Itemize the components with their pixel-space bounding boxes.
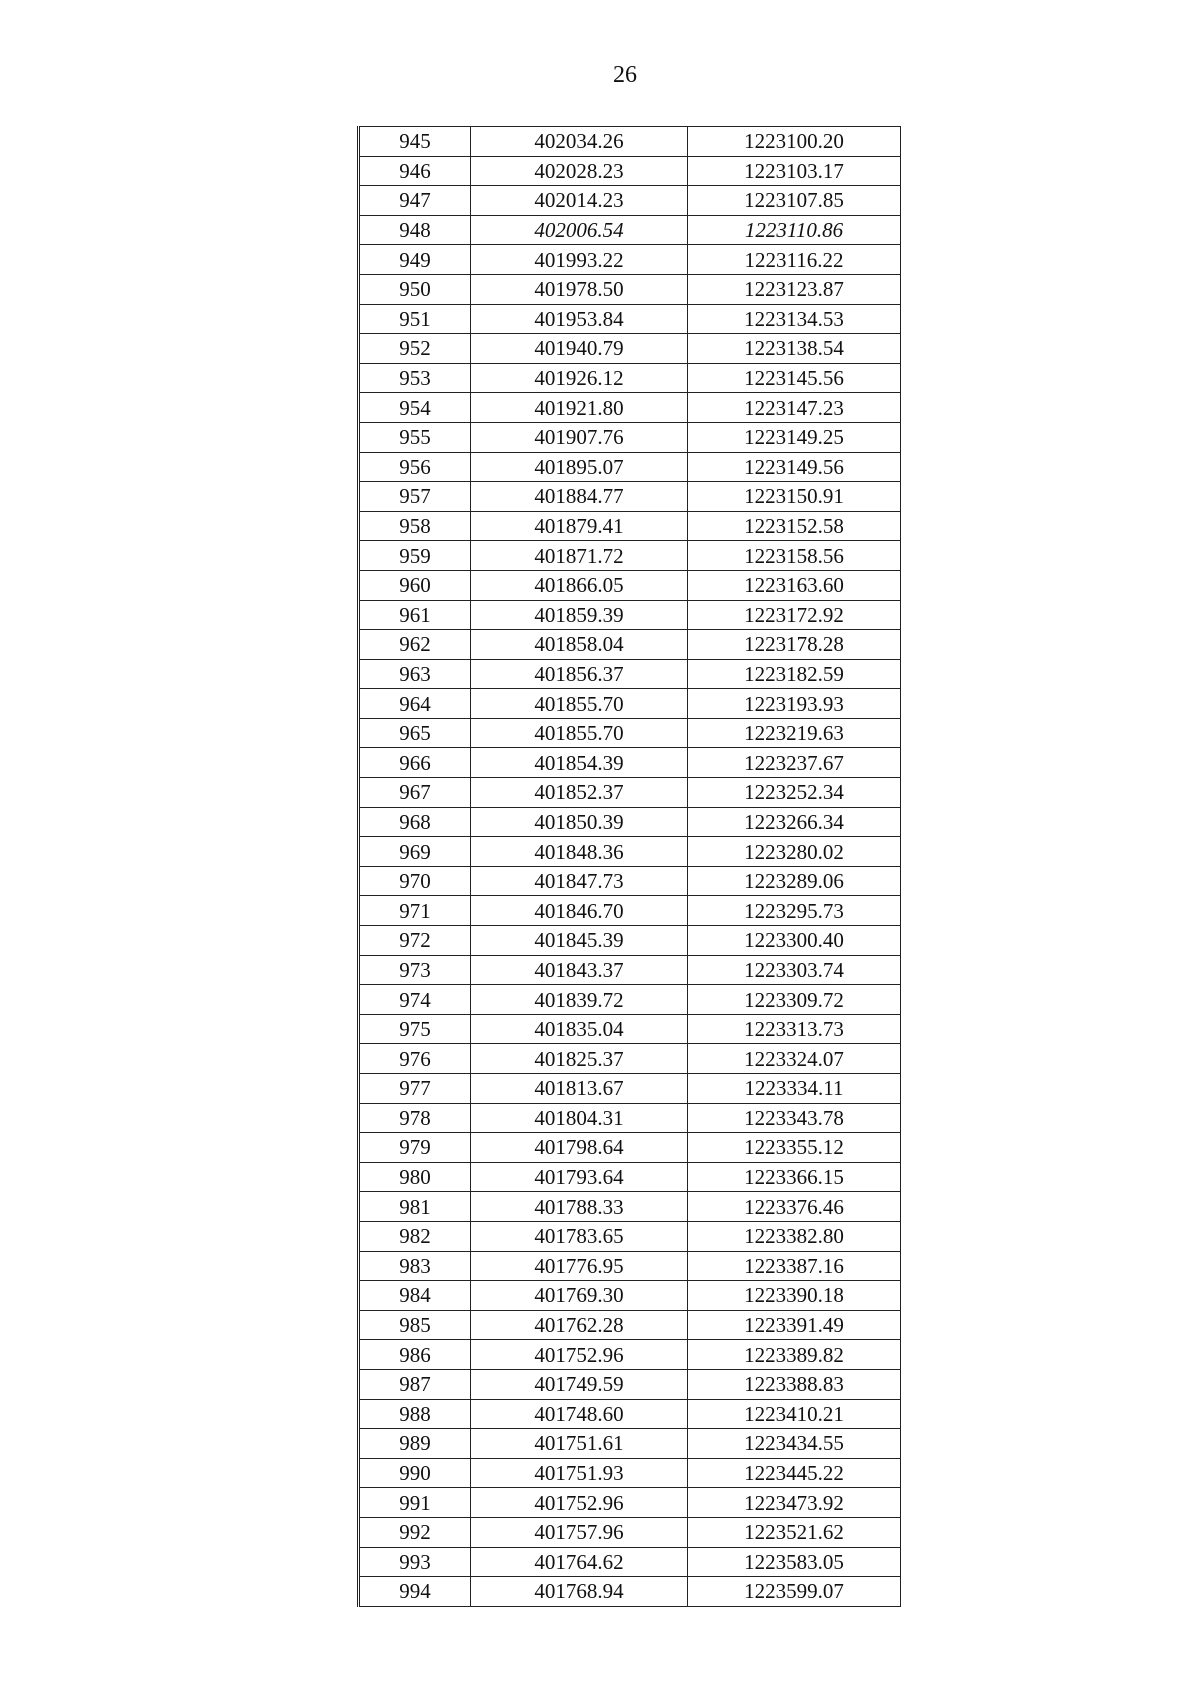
- x-coordinate-cell: 401835.04: [471, 1014, 688, 1044]
- point-number-cell: 966: [359, 748, 471, 778]
- x-coordinate-cell: 401768.94: [471, 1577, 688, 1607]
- y-coordinate-cell: 1223193.93: [688, 689, 901, 719]
- x-coordinate-cell: 401852.37: [471, 778, 688, 808]
- point-number-cell: 949: [359, 245, 471, 275]
- x-coordinate-cell: 401858.04: [471, 630, 688, 660]
- point-number-cell: 985: [359, 1310, 471, 1340]
- point-number-cell: 972: [359, 926, 471, 956]
- point-number-cell: 948: [359, 215, 471, 245]
- table-row: [359, 482, 901, 512]
- y-coordinate-cell: 1223150.91: [688, 482, 901, 512]
- table-row: [359, 1310, 901, 1340]
- y-coordinate-cell: 1223473.92: [688, 1488, 901, 1518]
- y-coordinate-cell: 1223366.15: [688, 1162, 901, 1192]
- x-coordinate-cell: 401993.22: [471, 245, 688, 275]
- y-coordinate-cell: 1223599.07: [688, 1577, 901, 1607]
- y-coordinate-cell: 1223388.83: [688, 1369, 901, 1399]
- point-number-cell: 987: [359, 1369, 471, 1399]
- x-coordinate-cell: 401751.93: [471, 1458, 688, 1488]
- table-row: [359, 245, 901, 275]
- point-number-cell: 953: [359, 363, 471, 393]
- table-row: [359, 718, 901, 748]
- y-coordinate-cell: 1223583.05: [688, 1547, 901, 1577]
- x-coordinate-cell: 402014.23: [471, 186, 688, 216]
- point-number-cell: 970: [359, 866, 471, 896]
- coordinates-table-body: [359, 127, 901, 1607]
- y-coordinate-cell: 1223266.34: [688, 807, 901, 837]
- y-coordinate-cell: 1223103.17: [688, 156, 901, 186]
- table-row: [359, 452, 901, 482]
- point-number-cell: 989: [359, 1429, 471, 1459]
- point-number-cell: 982: [359, 1221, 471, 1251]
- x-coordinate-cell: 401854.39: [471, 748, 688, 778]
- y-coordinate-cell: 1223445.22: [688, 1458, 901, 1488]
- table-row: [359, 955, 901, 985]
- x-coordinate-cell: 401907.76: [471, 422, 688, 452]
- table-row: [359, 1369, 901, 1399]
- y-coordinate-cell: 1223116.22: [688, 245, 901, 275]
- x-coordinate-cell: 401845.39: [471, 926, 688, 956]
- x-coordinate-cell: 401879.41: [471, 511, 688, 541]
- y-coordinate-cell: 1223158.56: [688, 541, 901, 571]
- page-number: 26: [613, 62, 637, 88]
- x-coordinate-cell: 401793.64: [471, 1162, 688, 1192]
- point-number-cell: 959: [359, 541, 471, 571]
- coordinates-table: [357, 126, 901, 1607]
- table-row: [359, 1192, 901, 1222]
- table-row: [359, 926, 901, 956]
- point-number-cell: 951: [359, 304, 471, 334]
- x-coordinate-cell: 401776.95: [471, 1251, 688, 1281]
- table-row: [359, 837, 901, 867]
- point-number-cell: 978: [359, 1103, 471, 1133]
- y-coordinate-cell: 1223410.21: [688, 1399, 901, 1429]
- y-coordinate-cell: 1223134.53: [688, 304, 901, 334]
- y-coordinate-cell: 1223313.73: [688, 1014, 901, 1044]
- table-row: [359, 866, 901, 896]
- table-row: [359, 1547, 901, 1577]
- table-row: [359, 896, 901, 926]
- x-coordinate-cell: 401798.64: [471, 1133, 688, 1163]
- y-coordinate-cell: 1223100.20: [688, 127, 901, 157]
- x-coordinate-cell: 401895.07: [471, 452, 688, 482]
- y-coordinate-cell: 1223376.46: [688, 1192, 901, 1222]
- x-coordinate-cell: 401855.70: [471, 718, 688, 748]
- x-coordinate-cell: 401859.39: [471, 600, 688, 630]
- table-row: [359, 1458, 901, 1488]
- point-number-cell: 988: [359, 1399, 471, 1429]
- y-coordinate-cell: 1223343.78: [688, 1103, 901, 1133]
- table-row: [359, 1162, 901, 1192]
- table-row: [359, 215, 901, 245]
- x-coordinate-cell: 401856.37: [471, 659, 688, 689]
- table-row: [359, 541, 901, 571]
- point-number-cell: 957: [359, 482, 471, 512]
- point-number-cell: 974: [359, 985, 471, 1015]
- point-number-cell: 980: [359, 1162, 471, 1192]
- x-coordinate-cell: 401825.37: [471, 1044, 688, 1074]
- y-coordinate-cell: 1223152.58: [688, 511, 901, 541]
- point-number-cell: 963: [359, 659, 471, 689]
- point-number-cell: 950: [359, 274, 471, 304]
- x-coordinate-cell: 401749.59: [471, 1369, 688, 1399]
- point-number-cell: 945: [359, 127, 471, 157]
- x-coordinate-cell: 401866.05: [471, 570, 688, 600]
- table-row: [359, 659, 901, 689]
- table-row: [359, 1044, 901, 1074]
- x-coordinate-cell: 401752.96: [471, 1488, 688, 1518]
- x-coordinate-cell: 401850.39: [471, 807, 688, 837]
- point-number-cell: 975: [359, 1014, 471, 1044]
- table-row: [359, 422, 901, 452]
- x-coordinate-cell: 401978.50: [471, 274, 688, 304]
- y-coordinate-cell: 1223182.59: [688, 659, 901, 689]
- x-coordinate-cell: 402028.23: [471, 156, 688, 186]
- table-row: [359, 570, 901, 600]
- point-number-cell: 979: [359, 1133, 471, 1163]
- table-row: [359, 1517, 901, 1547]
- y-coordinate-cell: 1223434.55: [688, 1429, 901, 1459]
- point-number-cell: 947: [359, 186, 471, 216]
- y-coordinate-cell: 1223149.56: [688, 452, 901, 482]
- x-coordinate-cell: 401848.36: [471, 837, 688, 867]
- y-coordinate-cell: 1223178.28: [688, 630, 901, 660]
- x-coordinate-cell: 401871.72: [471, 541, 688, 571]
- y-coordinate-cell: 1223110.86: [688, 215, 901, 245]
- point-number-cell: 958: [359, 511, 471, 541]
- point-number-cell: 984: [359, 1281, 471, 1311]
- x-coordinate-cell: 401813.67: [471, 1074, 688, 1104]
- y-coordinate-cell: 1223237.67: [688, 748, 901, 778]
- point-number-cell: 946: [359, 156, 471, 186]
- x-coordinate-cell: 401764.62: [471, 1547, 688, 1577]
- point-number-cell: 960: [359, 570, 471, 600]
- table-row: [359, 1399, 901, 1429]
- y-coordinate-cell: 1223147.23: [688, 393, 901, 423]
- x-coordinate-cell: 401926.12: [471, 363, 688, 393]
- y-coordinate-cell: 1223387.16: [688, 1251, 901, 1281]
- table-row: [359, 1251, 901, 1281]
- table-row: [359, 778, 901, 808]
- y-coordinate-cell: 1223389.82: [688, 1340, 901, 1370]
- table-row: [359, 156, 901, 186]
- table-row: [359, 1429, 901, 1459]
- point-number-cell: 969: [359, 837, 471, 867]
- point-number-cell: 962: [359, 630, 471, 660]
- point-number-cell: 956: [359, 452, 471, 482]
- y-coordinate-cell: 1223252.34: [688, 778, 901, 808]
- y-coordinate-cell: 1223324.07: [688, 1044, 901, 1074]
- y-coordinate-cell: 1223295.73: [688, 896, 901, 926]
- x-coordinate-cell: 401748.60: [471, 1399, 688, 1429]
- x-coordinate-cell: 401769.30: [471, 1281, 688, 1311]
- y-coordinate-cell: 1223289.06: [688, 866, 901, 896]
- x-coordinate-cell: 401940.79: [471, 334, 688, 364]
- x-coordinate-cell: 401751.61: [471, 1429, 688, 1459]
- table-row: [359, 807, 901, 837]
- point-number-cell: 971: [359, 896, 471, 926]
- table-row: [359, 689, 901, 719]
- point-number-cell: 954: [359, 393, 471, 423]
- x-coordinate-cell: 401921.80: [471, 393, 688, 423]
- x-coordinate-cell: 401843.37: [471, 955, 688, 985]
- point-number-cell: 994: [359, 1577, 471, 1607]
- x-coordinate-cell: 401953.84: [471, 304, 688, 334]
- point-number-cell: 955: [359, 422, 471, 452]
- x-coordinate-cell: 401855.70: [471, 689, 688, 719]
- table-row: [359, 985, 901, 1015]
- table-row: [359, 1340, 901, 1370]
- y-coordinate-cell: 1223521.62: [688, 1517, 901, 1547]
- point-number-cell: 993: [359, 1547, 471, 1577]
- table-row: [359, 630, 901, 660]
- x-coordinate-cell: 402006.54: [471, 215, 688, 245]
- point-number-cell: 965: [359, 718, 471, 748]
- table-row: [359, 334, 901, 364]
- point-number-cell: 986: [359, 1340, 471, 1370]
- point-number-cell: 968: [359, 807, 471, 837]
- table-row: [359, 393, 901, 423]
- y-coordinate-cell: 1223355.12: [688, 1133, 901, 1163]
- y-coordinate-cell: 1223219.63: [688, 718, 901, 748]
- x-coordinate-cell: 401804.31: [471, 1103, 688, 1133]
- point-number-cell: 973: [359, 955, 471, 985]
- point-number-cell: 976: [359, 1044, 471, 1074]
- table-row: [359, 127, 901, 157]
- y-coordinate-cell: 1223138.54: [688, 334, 901, 364]
- y-coordinate-cell: 1223280.02: [688, 837, 901, 867]
- y-coordinate-cell: 1223309.72: [688, 985, 901, 1015]
- table-row: [359, 1488, 901, 1518]
- y-coordinate-cell: 1223300.40: [688, 926, 901, 956]
- point-number-cell: 964: [359, 689, 471, 719]
- y-coordinate-cell: 1223391.49: [688, 1310, 901, 1340]
- x-coordinate-cell: 401847.73: [471, 866, 688, 896]
- y-coordinate-cell: 1223149.25: [688, 422, 901, 452]
- table-row: [359, 1074, 901, 1104]
- table-row: [359, 186, 901, 216]
- table-row: [359, 1103, 901, 1133]
- point-number-cell: 967: [359, 778, 471, 808]
- x-coordinate-cell: 402034.26: [471, 127, 688, 157]
- table-row: [359, 1133, 901, 1163]
- table-row: [359, 511, 901, 541]
- x-coordinate-cell: 401788.33: [471, 1192, 688, 1222]
- point-number-cell: 981: [359, 1192, 471, 1222]
- y-coordinate-cell: 1223303.74: [688, 955, 901, 985]
- table-row: [359, 304, 901, 334]
- y-coordinate-cell: 1223172.92: [688, 600, 901, 630]
- point-number-cell: 983: [359, 1251, 471, 1281]
- table-row: [359, 1221, 901, 1251]
- y-coordinate-cell: 1223163.60: [688, 570, 901, 600]
- x-coordinate-cell: 401839.72: [471, 985, 688, 1015]
- point-number-cell: 952: [359, 334, 471, 364]
- table-row: [359, 1577, 901, 1607]
- y-coordinate-cell: 1223382.80: [688, 1221, 901, 1251]
- point-number-cell: 977: [359, 1074, 471, 1104]
- x-coordinate-cell: 401757.96: [471, 1517, 688, 1547]
- point-number-cell: 961: [359, 600, 471, 630]
- y-coordinate-cell: 1223107.85: [688, 186, 901, 216]
- point-number-cell: 991: [359, 1488, 471, 1518]
- table-row: [359, 748, 901, 778]
- y-coordinate-cell: 1223334.11: [688, 1074, 901, 1104]
- x-coordinate-cell: 401783.65: [471, 1221, 688, 1251]
- x-coordinate-cell: 401884.77: [471, 482, 688, 512]
- y-coordinate-cell: 1223123.87: [688, 274, 901, 304]
- x-coordinate-cell: 401752.96: [471, 1340, 688, 1370]
- x-coordinate-cell: 401846.70: [471, 896, 688, 926]
- table-row: [359, 1281, 901, 1311]
- point-number-cell: 992: [359, 1517, 471, 1547]
- y-coordinate-cell: 1223390.18: [688, 1281, 901, 1311]
- table-row: [359, 600, 901, 630]
- table-row: [359, 363, 901, 393]
- table-row: [359, 274, 901, 304]
- point-number-cell: 990: [359, 1458, 471, 1488]
- table-row: [359, 1014, 901, 1044]
- x-coordinate-cell: 401762.28: [471, 1310, 688, 1340]
- y-coordinate-cell: 1223145.56: [688, 363, 901, 393]
